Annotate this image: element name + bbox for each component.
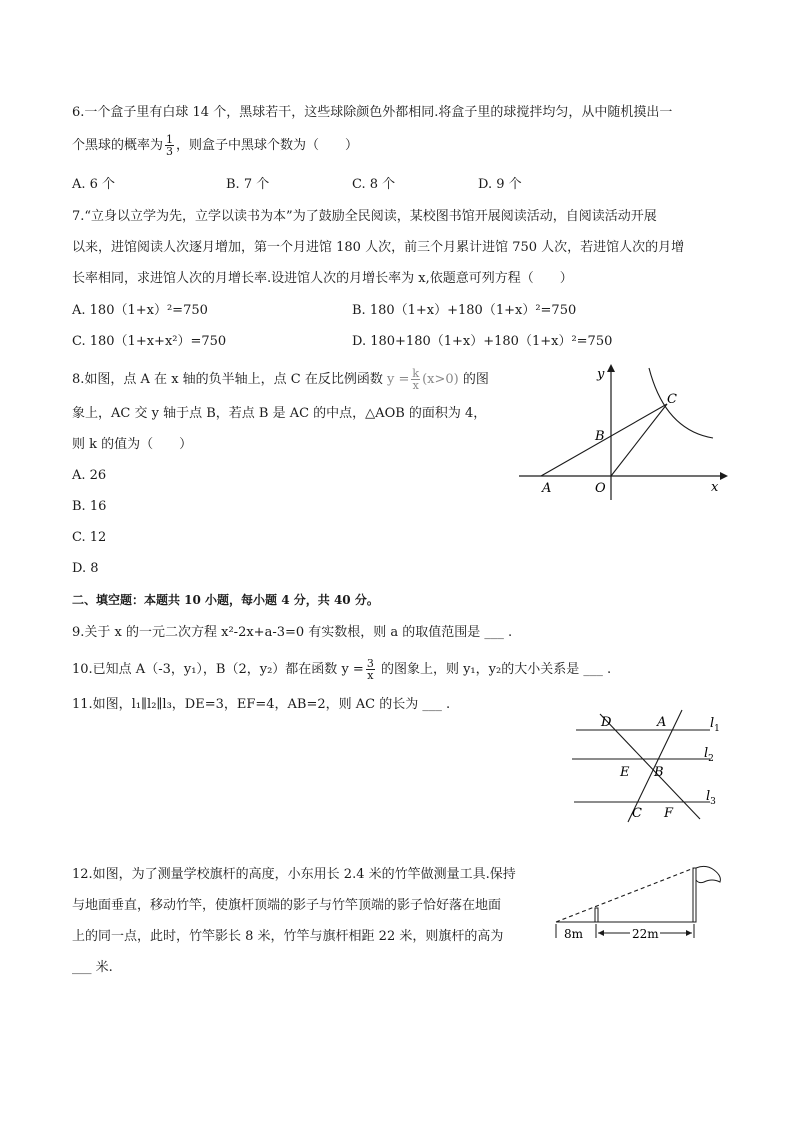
q11-label-c: C [632,806,642,821]
q10-post: 的图象上，则 y₁，y₂的大小关系是 ___ . [380,662,612,677]
q8-option-a: A. 26 [72,468,107,483]
q8-segment-oc [611,404,667,476]
q12-line3: 上的同一点，此时，竹竿影长 8 米，竹竿与旗杆相距 22 米，则旗杆的高为 [72,929,504,944]
q12-figure [550,862,730,944]
q11-label-d: D [601,715,612,730]
q6-option-d: D. 9 个 [478,177,522,192]
q6-option-a: A. 6 个 [72,177,116,192]
section-2-heading: 二、填空题：本题共 10 小题，每小题 4 分，共 40 分。 [72,593,379,607]
q11-label-a: A [657,715,667,730]
q9-text: 9.关于 x 的一元二次方程 x²-2x+a-3=0 有实数根，则 a 的取值范围是 ___ . [72,625,513,640]
q8-line2: 象上，AC 交 y 轴于点 B，若点 B 是 AC 的中点，△AOB 的面积为 4， [72,406,487,421]
q10-func-y: y = [341,662,364,677]
q12-line1: 12.如图，为了测量学校旗杆的高度，小东用长 2.4 米的竹竿做测量工具.保持 [72,867,516,882]
q8-line1-pre: 8.如图，点 A 在 x 轴的负半轴上，点 C 在反比例函数 [72,372,383,387]
q8-label-x: x [711,480,719,495]
q12-line2: 与地面垂直，移动竹竿，使旗杆顶端的影子与竹竿顶端的影子恰好落在地面 [72,898,502,913]
q8-label-c: C [667,392,677,407]
q6-fraction [165,134,174,157]
q12-line4: ___ 米. [72,960,113,975]
q6-line1: 6.一个盒子里有白球 14 个，黑球若干，这些球除颜色外都相同.将盒子里的球搅拌均匀，从中随机摸出一 [72,105,673,120]
q11-label-l1 [710,716,720,734]
q10-line [72,658,611,681]
q11-figure [570,705,730,825]
q12-bamboo-pole [595,908,598,922]
q7-option-b: B. 180（1+x）+180（1+x）²=750 [352,303,577,318]
q11-label-b: B [654,765,664,780]
q11-l3-sub: 3 [710,797,716,807]
q11-l2-letter: l [704,746,709,761]
q6-frac-den: 3 [166,145,174,158]
q6-option-c: C. 8 个 [352,177,396,192]
q6-line2 [72,134,358,157]
q8-label-b: B [595,429,605,444]
q8-func-y: y = [387,372,410,387]
q10-pre: 10.已知点 A（-3，y₁），B（2，y₂）都在函数 [72,662,338,677]
q7-line1: 7.“立身以立学为先，立学以读书为本”为了鼓励全民阅读，某校图书馆开展阅读活动，自阅读活动开展 [72,209,657,224]
q7-option-a: A. 180（1+x）²=750 [72,303,208,318]
q8-frac-num: k [412,367,420,380]
q7-option-d: D. 180+180（1+x）+180（1+x）²=750 [352,334,613,349]
q12-flag [696,866,720,882]
q8-option-d: D. 8 [72,561,99,576]
q8-x-arrow [720,472,728,480]
q8-label-o: O [595,481,606,496]
q8-option-c: C. 12 [72,530,107,545]
q8-func-cond: (x>0) [422,372,459,387]
q10-frac-den: x [367,669,374,682]
q12-dim-arrow-right [686,930,692,936]
q8-line3: 则 k 的值为（ ） [72,437,193,452]
q8-y-arrow [607,364,615,372]
q12-label-22m: 22m [632,927,659,941]
q6-line2-post: ，则盒子中黑球个数为（ ） [176,138,359,153]
q6-option-b: B. 7 个 [226,177,270,192]
q12-dim-arrow-left [598,930,604,936]
q12-sight-line [556,868,694,922]
q8-fraction [411,368,420,391]
q8-line1 [72,368,489,391]
q11-label-f: F [664,806,674,821]
q7-option-c: C. 180（1+x+x²）=750 [72,334,227,349]
q10-fraction [366,658,375,681]
q6-frac-num: 1 [166,133,174,146]
q11-text: 11.如图，l₁∥l₂∥l₃，DE=3，EF=4，AB=2，则 AC 的长为 ___ . [72,697,451,712]
q8-line1-post: 的图 [462,372,489,387]
q7-line2: 以来，进馆阅读人次逐月增加，第一个月进馆 180 人次，前三个月累计进馆 750 人次，若进馆人次的月增 [72,240,685,255]
q7-line3: 长率相同，求进馆人次的月增长率.设进馆人次的月增长率为 x,依题意可列方程（ ） [72,271,573,286]
q11-label-e: E [620,765,630,780]
q8-label-a: A [542,481,552,496]
q11-l2-sub: 2 [708,754,714,764]
q11-l3-letter: l [706,789,711,804]
q11-l1-letter: l [710,716,715,731]
q8-frac-den: x [412,379,419,392]
q12-label-8m: 8m [564,927,584,941]
q11-label-l3 [706,789,716,807]
q6-line2-pre: 个黑球的概率为 [72,138,164,153]
q8-hyperbola [649,368,713,438]
q8-figure [515,360,730,500]
q11-label-l2 [704,746,714,764]
q11-l1-sub: 1 [714,724,720,734]
q8-option-b: B. 16 [72,499,107,514]
q10-frac-num: 3 [366,657,374,670]
q8-label-y: y [597,367,605,382]
